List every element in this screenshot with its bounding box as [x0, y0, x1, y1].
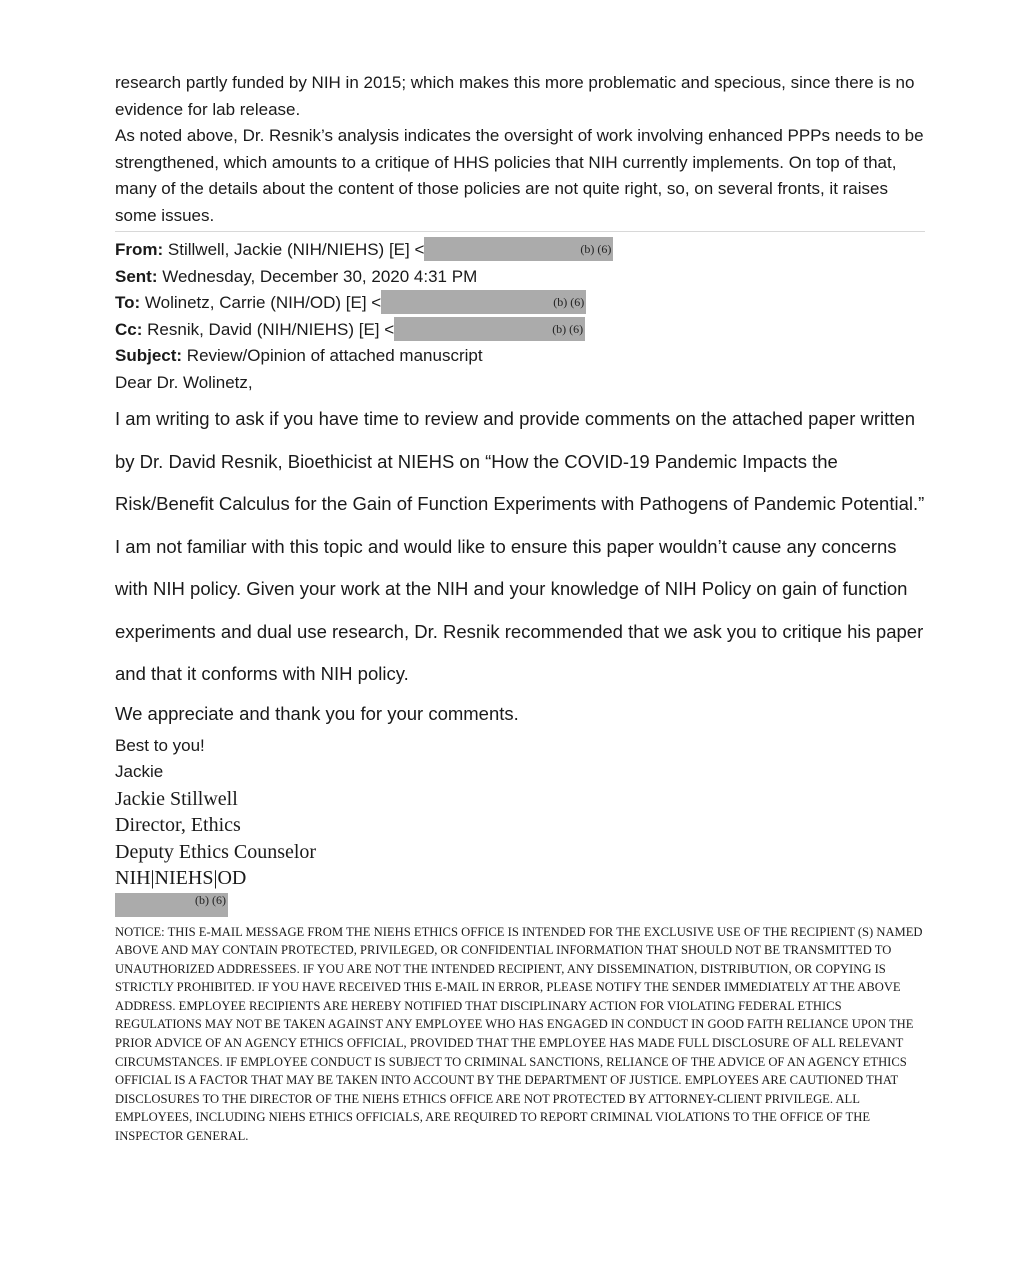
cc-line [115, 317, 925, 344]
redaction-code: (b) (6) [553, 295, 585, 309]
greeting: Dear Dr. Wolinetz, [115, 372, 253, 392]
signature-title-2: Deputy Ethics Counselor [115, 840, 317, 863]
redaction-box [424, 237, 613, 261]
signature-title-1: Director, Ethics [115, 814, 241, 836]
redaction-code: (b) (6) [195, 892, 226, 907]
from-value: Stillwell, Jackie (NIH/NIEHS) [E] < [167, 240, 425, 259]
subject-label: Subject: [115, 346, 183, 365]
document-page [115, 70, 925, 1146]
subject-value: Review/Opinion of attached manuscript [186, 346, 483, 365]
email-body: I am writing to ask if you have time to review and provide comments on the attached paper written by Dr. David Resnik, Bioethicist at NIEHS on “How the COVID-19 Pandemic Impacts the Risk/Benefit Calculus for the Gain of Function Experiments with Pathogens of Pandemic Potential.” I am not familiar with this topic and would like to ensure this paper wouldn’t cause any concerns with NIH policy. Given your work at the NIH and your knowledge of NIH Policy on gain of function experiments and dual use research, Dr. Resnik recommended that we ask you to critique his paper and that it conforms with NIH policy. [115, 408, 925, 684]
cc-value: Resnik, David (NIH/NIEHS) [E] < [147, 319, 395, 339]
redaction-box [115, 893, 228, 917]
from-label: From: [115, 240, 164, 259]
cc-label: Cc: [115, 319, 143, 339]
redaction-box [394, 317, 585, 341]
email-header [115, 237, 925, 370]
to-value: Wolinetz, Carrie (NIH/OD) [E] < [144, 293, 382, 312]
closing-line: Best to you! [115, 735, 205, 755]
sent-value: Wednesday, December 30, 2020 4:31 PM [162, 266, 478, 286]
sent-label: Sent: [115, 266, 158, 286]
redaction-box [381, 290, 586, 314]
sent-line [115, 264, 925, 291]
intro-paragraph-1: research partly funded by NIH in 2015; which makes this more problematic and specious, since there is no evidence for lab release. [115, 73, 915, 119]
from-line [115, 237, 925, 264]
legal-notice: NOTICE: THIS E-MAIL MESSAGE FROM THE NIEHS ETHICS OFFICE IS INTENDED FOR THE EXCLUSIVE USE OF THE RECIPIENT (S) NAMED ABOVE AND MAY CONTAIN PROTECTED, PRIVILEGED, OR CONFIDENTIAL INFORMATION THAT SHOULD NOT BE TRANSMITTED TO UNAUTHORIZED ADDRESSEES. IF YOU ARE NOT THE INTENDED RECIPIENT, ANY DISSEMINATION, DISTRIBUTION, OR COPYING IS STRICTLY PROHIBITED. IF YOU HAVE RECEIVED THIS E-MAIL IN ERROR, PLEASE NOTIFY THE SENDER IMMEDIATELY AT THE ABOVE ADDRESS. EMPLOYEE RECIPIENTS ARE HEREBY NOTIFIED THAT DISCIPLINARY ACTION FOR VIOLATING FEDERAL ETHICS REGULATIONS MAY NOT BE TAKEN AGAINST ANY EMPLOYEE WHO HAS ENGAGED IN CONDUCT IN GOOD FAITH RELIANCE UPON THE PRIOR ADVICE OF AN AGENCY ETHICS OFFICIAL, PROVIDED THAT THE EMPLOYEE HAS MADE FULL DISCLOSURE OF ALL RELEVANT CIRCUMSTANCES. IF EMPLOYEE CONDUCT IS SUBJECT TO CRIMINAL SANCTIONS, RELIANCE OF THE ADVICE OF AN AGENCY ETHICS OFFICIAL IS A FACTOR THAT MAY BE TAKEN INTO ACCOUNT BY THE DEPARTMENT OF JUSTICE. EMPLOYEES ARE CAUTIONED THAT DISCLOSURES TO THE DIRECTOR OF THE NIEHS ETHICS OFFICE ARE NOT PROTECTED BY ATTORNEY-CLIENT PRIVILEGE. ALL EMPLOYEES, INCLUDING NIEHS ETHICS OFFICIALS, ARE REQUIRED TO REPORT CRIMINAL VIOLATIONS TO THE OFFICE OF THE INSPECTOR GENERAL. [115, 924, 923, 1144]
intro-paragraph-2: As noted above, Dr. Resnik’s analysis indicates the oversight of work involving enhanced PPPs needs to be strengthened, which amounts to a critique of HHS policies that NIH currently implements. On top of that, many of the details about the content of those policies are not quite right, so, on several fronts, it raises some issues. [115, 126, 924, 225]
closing-name: Jackie [115, 762, 164, 781]
signature-org: NIH|NIEHS|OD [115, 867, 247, 889]
to-line [115, 290, 925, 317]
redaction-code: (b) (6) [552, 321, 584, 336]
divider [115, 231, 925, 232]
signature-name: Jackie Stillwell [115, 787, 238, 810]
to-label: To: [115, 293, 141, 312]
thanks-line: We appreciate and thank you for your comments. [115, 702, 519, 724]
signature-block [115, 786, 925, 917]
redaction-code: (b) (6) [580, 242, 612, 256]
subject-line [115, 343, 925, 370]
